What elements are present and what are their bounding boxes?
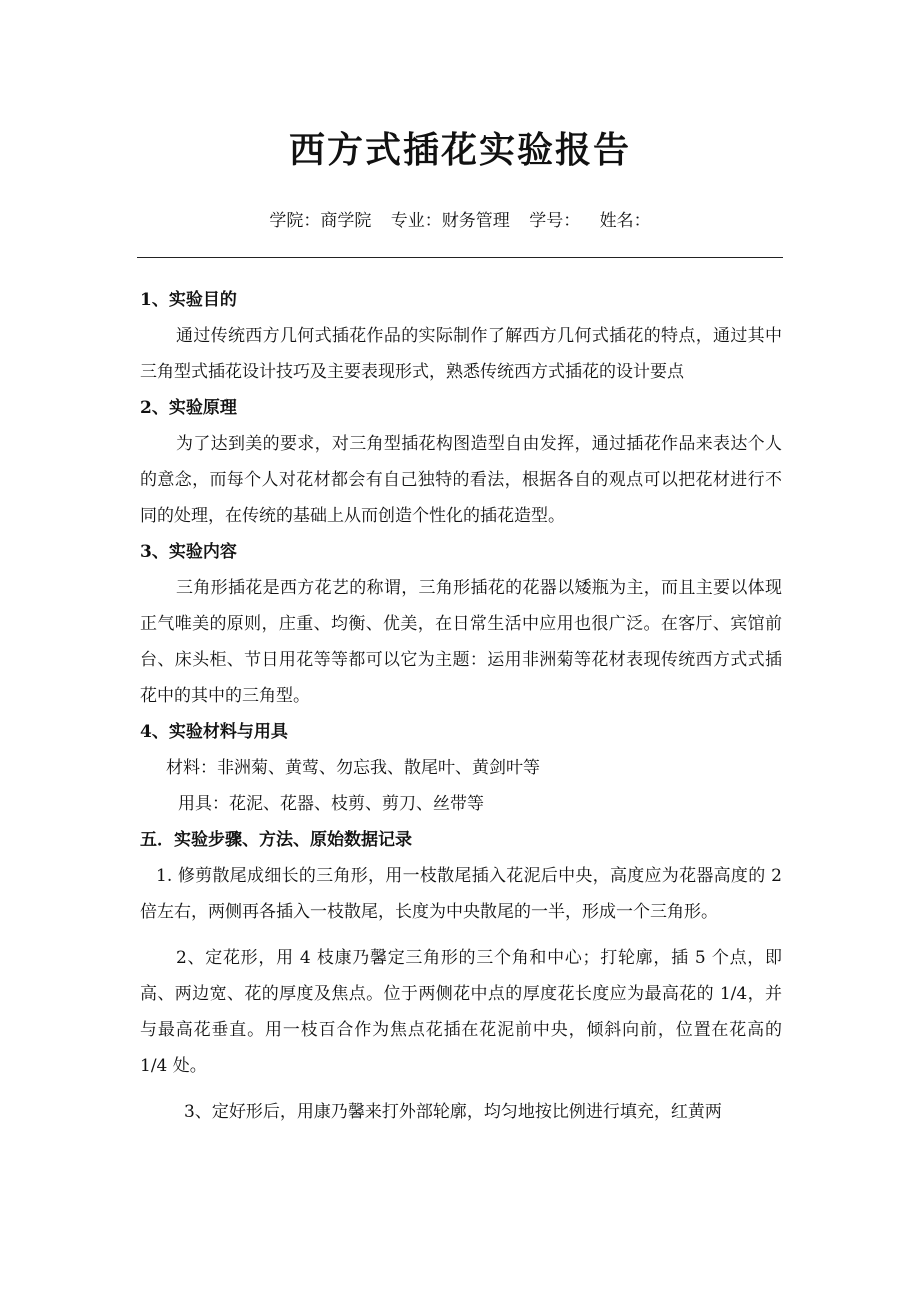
step-1: 1. 修剪散尾成细长的三角形，用一枝散尾插入花泥后中央，高度应为花器高度的 2 倍左右，两侧再各插入一枝散尾，长度为中央散尾的一半，形成一个三角形。 [140,866,782,922]
major-field: 专业：财务管理 [390,211,510,231]
report-body [140,282,782,1130]
page-title: 西方式插花实验报告 [288,129,631,171]
college-field: 学院：商学院 [269,211,372,231]
step-3: 3、定好形后，用康乃馨来打外部轮廓，均匀地按比例进行填充，红黄两 [184,1102,722,1122]
tools-line: 用具：花泥、花器、枝剪、剪刀、丝带等 [178,794,484,814]
section-heading-principle: 2、实验原理 [140,398,237,418]
section-text-principle: 为了达到美的要求，对三角型插花构图造型自由发挥，通过插花作品来表达个人的意念，而每个人对花材都会有自己独特的看法，根据各自的观点可以把花材进行不同的处理，在传统的基础上从而创造个性化的插花造型。 [140,434,782,526]
step-2: 2、定花形，用 4 枝康乃馨定三角形的三个角和中心；打轮廓，插 5 个点，即高、两边宽、花的厚度及焦点。位于两侧花中点的厚度花长度应为最高花的 1/4，并与最高花垂直。用一枝百合作为焦点花插在花泥前中央，倾斜向前，位置在花高的 1/4 处。 [140,948,782,1076]
section-heading-steps: 五．实验步骤、方法、原始数据记录 [140,830,412,850]
section-heading-purpose: 1、实验目的 [140,290,237,310]
student-id-field: 学号： [529,211,581,231]
header-divider [137,257,783,258]
section-heading-materials: 4、实验材料与用具 [140,722,288,742]
section-text-purpose: 通过传统西方几何式插花作品的实际制作了解西方几何式插花的特点，通过其中三角型式插花设计技巧及主要表现形式，熟悉传统西方式插花的设计要点 [140,326,782,382]
section-heading-content: 3、实验内容 [140,542,237,562]
materials-line: 材料：非洲菊、黄莺、勿忘我、散尾叶、黄剑叶等 [166,758,540,778]
name-field: 姓名： [599,211,651,231]
student-info [0,206,920,231]
section-text-content: 三角形插花是西方花艺的称谓，三角形插花的花器以矮瓶为主，而且主要以体现正气唯美的原则，庄重、均衡、优美，在日常生活中应用也很广泛。在客厅、宾馆前台、床头柜、节日用花等等都可以它为主题：运用非洲菊等花材表现传统西方式式插花中的其中的三角型。 [140,578,782,706]
